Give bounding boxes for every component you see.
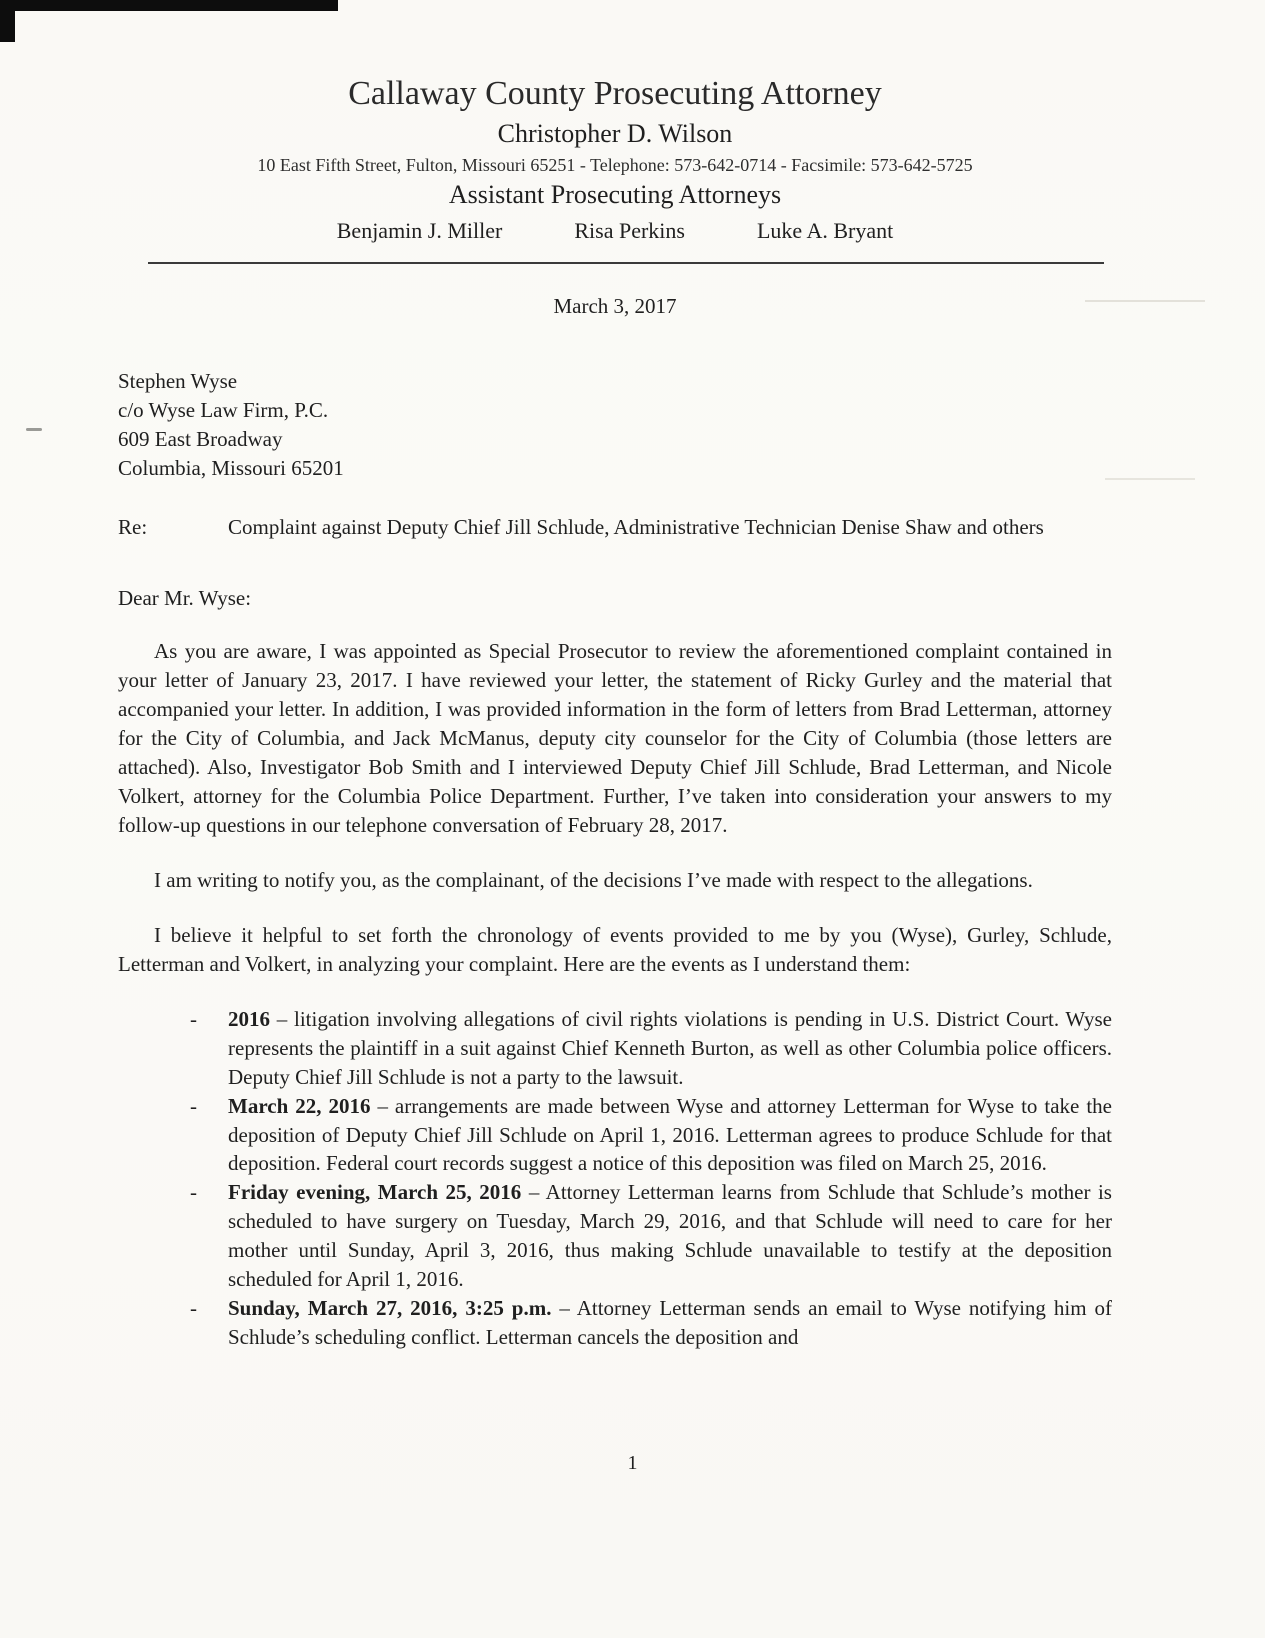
letterhead-office-title: Callaway County Prosecuting Attorney [348,75,882,112]
chronology-item-march-25 [118,1178,1112,1294]
recipient-address-block [118,367,1112,483]
letterhead-assistants-title: Assistant Prosecuting Attorneys [448,180,782,210]
letter-date: March 3, 2017 [553,294,677,319]
letterhead-address-line: 10 East Fifth Street, Fulton, Missouri 65251 - Telephone: 573-642-0714 - Facsimile: 573-642-5725 [257,155,973,176]
letterhead [118,74,1112,264]
letterhead-prosecutor-name: Christopher D. Wilson [497,119,733,149]
chronology-item-text: – litigation involving allegations of civil rights violations is pending in U.S. District Court. Wyse represents the plaintiff in a suit against Chief Kenneth Burton, as well as other Columbia police officers. Deputy Chief Jill Schlude is not a party to the lawsuit. [228,1006,1112,1089]
chronology-item-text: – Attorney Letterman learns from Schlude that Schlude’s mother is scheduled to have surgery on Tuesday, March 29, 2016, and that Schlude will need to care for her mother until Sunday, April 3, 2016, thus making Schlude unavailable to testify at the deposition scheduled for April 1, 2016. [228,1180,1112,1292]
chronology-item-march-27 [118,1294,1112,1352]
chronology-item-text: – Attorney Letterman sends an email to Wyse notifying him of Schlude’s scheduling conflict. Letterman cancels the deposition and [228,1296,1112,1350]
chronology-item-lead: 2016 [228,1006,270,1031]
recipient-name: Stephen Wyse [118,369,238,394]
chronology-item-text: – arrangements are made between Wyse and attorney Letterman for Wyse to take the deposition of Deputy Chief Jill Schlude on April 1, 2016. Letterman agrees to produce Schlude for that deposition. Federal court records suggest a notice of this deposition was filed on March 25, 2016. [228,1093,1112,1176]
assistant-attorney-name: Risa Perkins [574,218,685,244]
bullet-dash: - [190,1093,197,1118]
letterhead-assistants-row [118,218,1112,244]
recipient-street: 609 East Broadway [118,427,283,452]
body-paragraph-1: As you are aware, I was appointed as Special Prosecutor to review the aforementioned complaint contained in your letter of January 23, 2017. I have reviewed your letter, the statement of Ricky Gurley and the material that accompanied your letter. In addition, I was provided information in the form of letters from Brad Letterman, attorney for the City of Columbia, and Jack McManus, deputy city counselor for the City of Columbia (those letters are attached). Also, Investigator Bob Smith and I interviewed Deputy Chief Jill Schlude, Brad Letterman, and Nicole Volkert, attorney for the Columbia Police Department. Further, I’ve taken into consideration your answers to my follow-up questions in our telephone conversation of February 28, 2017. [118,638,1112,837]
bullet-dash: - [190,1296,197,1321]
salutation: Dear Mr. Wyse: [118,585,252,610]
body-paragraph-3: I believe it helpful to set forth the chronology of events provided to me by you (Wyse), Gurley, Schlude, Letterman and Volkert, in analyzing your complaint. Here are the events as I understand them: [118,922,1112,976]
chronology-list [118,1005,1112,1353]
bullet-dash: - [190,1180,197,1205]
chronology-item-lead: March 22, 2016 [228,1093,371,1118]
chronology-item-lead: Friday evening, March 25, 2016 [228,1180,522,1205]
chronology-item-march-22 [118,1092,1112,1179]
chronology-item-2016 [118,1005,1112,1092]
chronology-item-lead: Sunday, March 27, 2016, 3:25 p.m. [228,1296,552,1321]
body-paragraph-2: I am writing to notify you, as the complainant, of the decisions I’ve made with respect to the allegations. [154,867,1033,892]
assistant-attorney-name: Luke A. Bryant [756,218,894,244]
recipient-city: Columbia, Missouri 65201 [118,456,344,480]
letterhead-divider [148,262,1104,264]
re-line [118,513,1112,542]
page-number: 1 [627,1452,638,1474]
assistant-attorney-name: Benjamin J. Miller [336,218,503,244]
recipient-firm: c/o Wyse Law Firm, P.C. [118,398,329,423]
bullet-dash: - [190,1006,197,1031]
re-label: Re: [118,514,148,539]
re-subject: Complaint against Deputy Chief Jill Schlude, Administrative Technician Denise Shaw and others [228,514,1044,539]
